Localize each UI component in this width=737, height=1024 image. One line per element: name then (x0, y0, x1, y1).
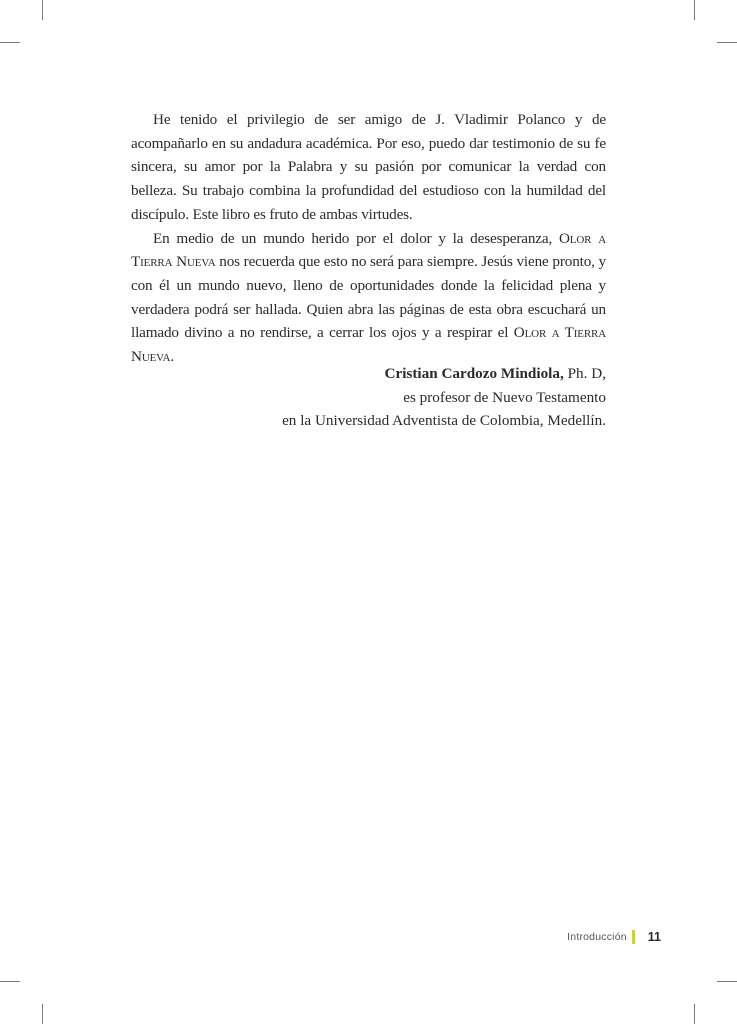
author-name: Cristian Cardozo Mindiola, (384, 365, 564, 382)
crop-mark-left-top (0, 42, 20, 43)
page-number: 11 (647, 930, 661, 944)
crop-mark-right-top (717, 42, 737, 43)
paragraph-2-part-c: . (170, 348, 175, 366)
signature-line-2: es profesor de Nuevo Testamento (403, 388, 606, 406)
crop-mark-bottom-right (694, 1004, 695, 1024)
crop-mark-top-right (694, 0, 695, 20)
signature-line-1 (131, 362, 606, 386)
author-degree: Ph. D, (563, 365, 606, 382)
book-title-inline-2: Olor a Tierra Nueva (131, 324, 606, 366)
crop-mark-right-bottom (717, 981, 737, 982)
page-footer (567, 928, 661, 946)
paragraph-1: He tenido el privilegio de ser amigo de J. Vladimir Polanco y de acompañarlo en su andadura académica. Por eso, puedo dar testimonio de su fe sincera, su amor por la Palabra y su pasión por comunicar la verdad con belleza. Su trabajo combina la profundidad del estudioso con la humildad del discípulo. Este libro es fruto de ambas virtudes. (131, 111, 606, 223)
signature-line-3: en la Universidad Adventista de Colombia, Medellín. (282, 412, 606, 430)
crop-mark-left-bottom (0, 981, 20, 982)
body-text (131, 108, 606, 369)
signature-block (131, 362, 606, 433)
paragraph-2-part-b: nos recuerda que esto no será para siempre. Jesús viene pronto, y con él un mundo nuevo, lleno de oportunidades donde la felicidad plena y verdadera podrá ser hallada. Quien abra las páginas de esta obra escuchará un llamado divino a no rendirse, a cerrar los ojos y a respirar el (131, 253, 607, 342)
accent-bar (632, 930, 635, 944)
crop-mark-bottom-left (42, 1004, 43, 1024)
section-label: Introducción (567, 931, 627, 943)
paragraph-2-part-a: En medio de un mundo herido por el dolor y la desesperanza, (153, 229, 559, 247)
crop-mark-top-left (42, 0, 43, 20)
book-title-inline: Olor a Tierra Nueva (131, 229, 606, 271)
paragraph-2 (131, 227, 606, 369)
